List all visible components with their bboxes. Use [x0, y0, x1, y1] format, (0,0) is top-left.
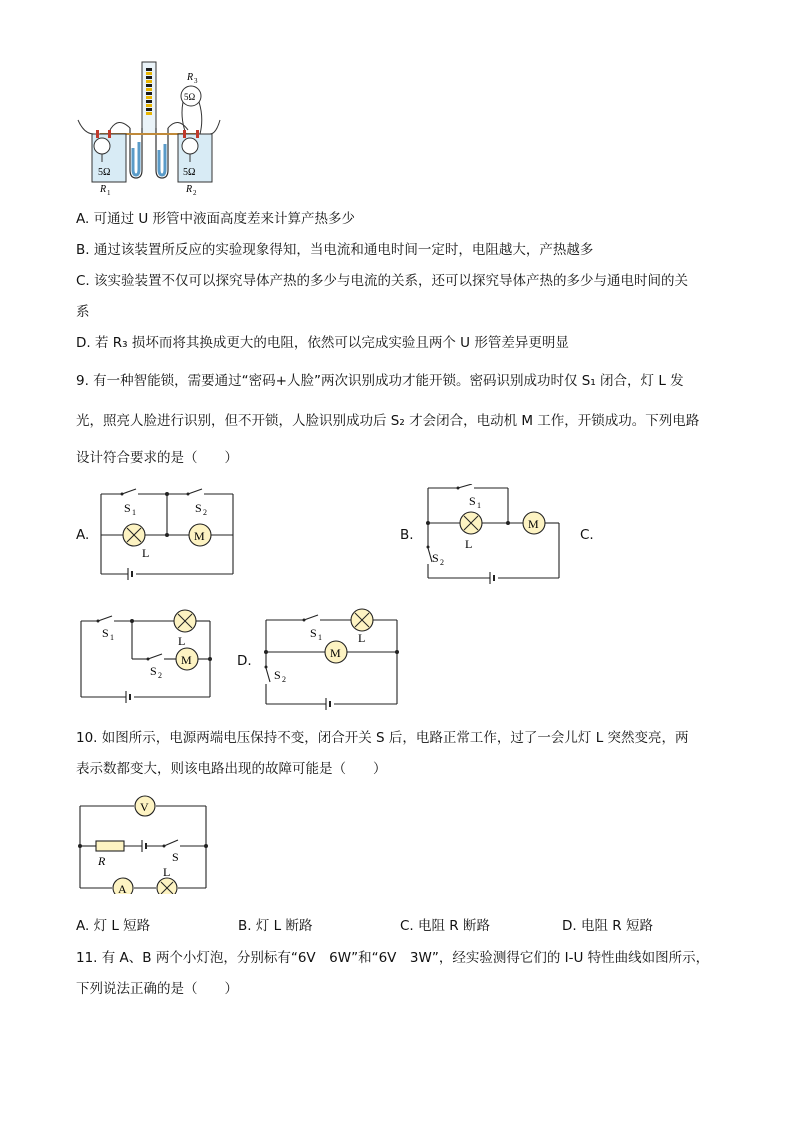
lamp-label: L	[358, 631, 366, 645]
circuit-b	[420, 484, 565, 588]
s2-label: S	[150, 664, 157, 678]
s1-sub: 1	[318, 633, 322, 642]
q8-option-c-line1: C. 该实验装置不仅可以探究导体产热的多少与电流的关系，还可以探究导体产热的多少与通电时间的关	[76, 273, 689, 289]
q10-option-b: B. 灯 L 断路	[238, 918, 313, 934]
circuit-d	[258, 604, 404, 710]
r1-symbol: R	[100, 184, 107, 195]
lamp-label: L	[465, 537, 473, 551]
motor-label: M	[528, 517, 539, 531]
q10-option-c: C. 电阻 R 断路	[400, 918, 490, 934]
s1-sub: 1	[110, 633, 114, 642]
q8-option-c-line2: 系	[76, 304, 90, 320]
q10-option-d: D. 电阻 R 短路	[562, 918, 653, 934]
resistor-label: R	[98, 854, 106, 868]
lamp-label: L	[178, 634, 186, 648]
r3-subscript: 3	[194, 77, 198, 85]
q10-option-a: A. 灯 L 短路	[76, 918, 151, 934]
r2-symbol: R	[186, 184, 193, 195]
q9-label-a: A.	[76, 527, 90, 543]
q11-stem-line2: 下列说法正确的是（ ）	[76, 981, 238, 997]
lamp-label: L	[142, 546, 150, 560]
joule-heating-apparatus-figure	[70, 58, 230, 200]
s1-label: S	[310, 626, 317, 640]
q9-label-b: B.	[400, 527, 414, 543]
q10-stem-line2: 表示数都变大，则该电路出现的故障可能是（ ）	[76, 761, 387, 777]
q8-option-d: D. 若 R₃ 损坏而将其换成更大的电阻，依然可以完成实验且两个 U 形管差异更明显	[76, 335, 569, 351]
s1-label: S	[102, 626, 109, 640]
s1-label: S	[124, 501, 131, 515]
lamp-label: L	[163, 865, 171, 879]
motor-label: M	[194, 529, 205, 543]
s1-sub: 1	[132, 508, 136, 517]
circuit-c	[76, 604, 216, 704]
s2-sub: 2	[440, 558, 444, 567]
s2-sub: 2	[158, 671, 162, 680]
s2-label: S	[274, 668, 281, 682]
s2-label: S	[432, 551, 439, 565]
s2-label: S	[195, 501, 202, 515]
s2-sub: 2	[203, 508, 207, 517]
switch-label: S	[172, 850, 179, 864]
r3-symbol: R	[187, 72, 194, 83]
q9-stem-line1: 9. 有一种智能锁，需要通过“密码+人脸”两次识别成功才能开锁。密码识别成功时仅 S₁ 闭合，灯 L 发	[76, 373, 684, 389]
q10-circuit	[76, 794, 210, 894]
r2-subscript: 2	[193, 189, 197, 197]
r3-value: 5Ω	[184, 92, 196, 102]
s1-label: S	[469, 494, 476, 508]
circuit-a	[96, 488, 238, 580]
r2-value: 5Ω	[183, 167, 196, 178]
q10-stem-line1: 10. 如图所示，电源两端电压保持不变，闭合开关 S 后，电路正常工作，过了一会儿灯 L 突然变亮，两	[76, 730, 689, 746]
motor-label: M	[181, 653, 192, 667]
q11-stem-line1: 11. 有 A、B 两个小灯泡，分别标有“6V 6W”和“6V 3W”，经实验测得它们的 I-U 特性曲线如图所示，	[76, 950, 710, 966]
q9-label-c: C.	[580, 527, 594, 543]
ammeter-label: A	[118, 882, 127, 894]
r1-value: 5Ω	[98, 167, 111, 178]
s1-sub: 1	[477, 501, 481, 510]
voltmeter-label: V	[140, 800, 149, 814]
r1-subscript: 1	[107, 189, 111, 197]
q8-option-b: B. 通过该装置所反应的实验现象得知，当电流和通电时间一定时，电阻越大，产热越多	[76, 242, 594, 258]
motor-label: M	[330, 646, 341, 660]
q9-label-d: D.	[237, 653, 252, 669]
s2-sub: 2	[282, 675, 286, 684]
q9-stem-line3: 设计符合要求的是（ ）	[76, 450, 238, 466]
q8-option-a: A. 可通过 U 形管中液面高度差来计算产热多少	[76, 211, 356, 227]
q9-stem-line2: 光，照亮人脸进行识别，但不开锁，人脸识别成功后 S₂ 才会闭合，电动机 M 工作，开锁成功。下列电路	[76, 413, 700, 429]
